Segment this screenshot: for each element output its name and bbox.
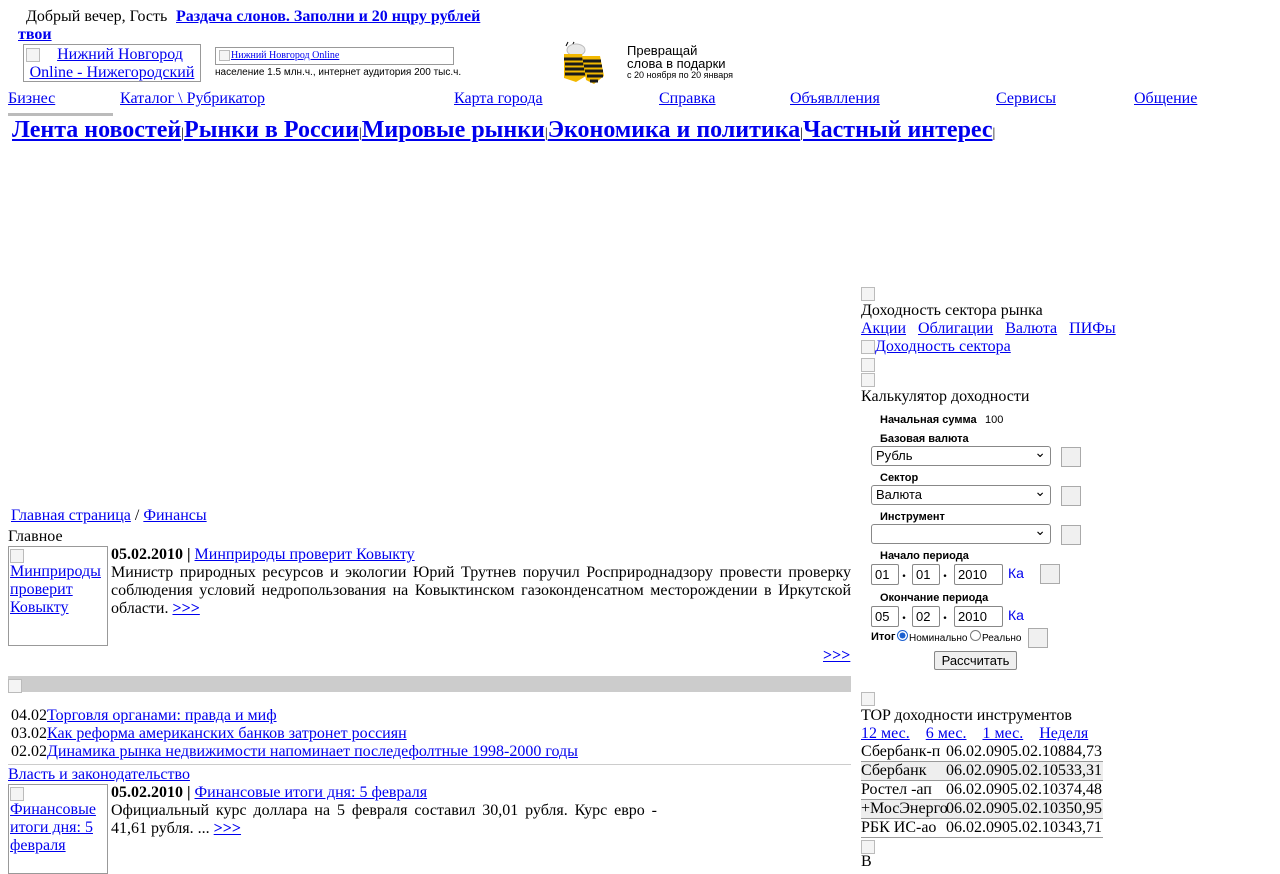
broken-image-icon: [861, 340, 875, 354]
calc-end-month-input[interactable]: 02: [912, 606, 940, 627]
instrument-values: 06.02.0905.02.10343,71: [946, 819, 1102, 836]
banner-caption: население 1.5 млн.ч., интернет аудитория 200 тыс.ч.: [215, 67, 462, 78]
broken-image-icon: [861, 287, 875, 301]
calc-base-currency-select[interactable]: Рубль ⌄: [871, 446, 1051, 466]
instrument-name: Сбербанк-п: [861, 743, 941, 760]
calc-start-sum-label: Начальная сумма: [880, 414, 977, 426]
sector-tab-bonds[interactable]: Облигации: [918, 320, 994, 337]
tab-separator: |: [992, 126, 996, 141]
section-tabs: [12, 117, 995, 144]
nav-active-underline: [8, 113, 113, 116]
calc-end-calendar-link[interactable]: Ка: [1008, 607, 1024, 623]
section-power-legislation[interactable]: Власть и законодательство: [8, 766, 190, 783]
top-tab-week[interactable]: Неделя: [1039, 725, 1089, 742]
tab-separator: |: [800, 126, 804, 141]
instrument-name: Ростел -ап: [861, 781, 932, 798]
broken-image-icon: [861, 373, 875, 387]
promo-link-continued[interactable]: твои: [18, 26, 52, 43]
promo-dates: с 20 ноября по 20 января: [627, 70, 733, 80]
lead-news-title[interactable]: Минприроды проверит Ковыкту: [194, 546, 415, 563]
instrument-name: Сбербанк: [861, 762, 927, 779]
calc-nominal-label: Номинально: [909, 633, 968, 644]
section-title: Главное: [8, 528, 63, 545]
calc-end-day-input[interactable]: 05: [871, 606, 899, 627]
calc-start-label: Начало периода: [880, 550, 969, 562]
tab-world-markets[interactable]: Мировые рынки: [361, 117, 545, 143]
lead-news-date: 05.02.2010: [111, 546, 183, 563]
news-date: 04.02: [11, 707, 47, 724]
second-news-separator: |: [183, 784, 195, 801]
lead-news-image-alt: Минприроды проверит Ковыкту: [10, 563, 101, 616]
promo-link[interactable]: Раздача слонов. Заполни и 20 нцру рублей: [176, 8, 481, 25]
broken-image-icon: [26, 48, 40, 62]
broken-image-icon: [861, 840, 875, 854]
calc-sector-select[interactable]: Валюта ⌄: [871, 485, 1051, 505]
date-separator: .: [902, 606, 906, 623]
calc-real-radio[interactable]: [970, 630, 981, 641]
news-list-item: [11, 743, 578, 761]
second-news-more-link[interactable]: >>>: [213, 820, 242, 837]
greeting-text: Добрый вечер, Гость: [26, 8, 168, 25]
breadcrumb: [11, 507, 207, 525]
calc-real-label: Реально: [982, 633, 1022, 644]
news-link[interactable]: Торговля органами: правда и миф: [47, 707, 277, 724]
date-separator: .: [902, 564, 906, 581]
site-logo[interactable]: [23, 44, 201, 82]
tab-economy-politics[interactable]: Экономика и политика: [547, 117, 801, 143]
instrument-values: 06.02.0905.02.10884,73: [946, 743, 1102, 760]
calc-start-day-input[interactable]: 01: [871, 564, 899, 585]
second-news-image[interactable]: [8, 784, 108, 874]
news-list-item: [11, 725, 407, 743]
news-date: 03.02: [11, 725, 47, 742]
tab-separator: |: [544, 126, 548, 141]
calc-start-month-input[interactable]: 01: [912, 564, 940, 585]
nav-community[interactable]: Общение: [1134, 90, 1198, 107]
calc-sector-image-button[interactable]: [1061, 486, 1081, 506]
calc-start-calendar-link[interactable]: Ка: [1008, 565, 1024, 581]
nav-help[interactable]: Справка: [659, 90, 716, 107]
broken-image-icon: [10, 549, 24, 563]
nav-city-map[interactable]: Карта города: [454, 90, 543, 107]
divider-line: [8, 764, 851, 765]
instrument-name: РБК ИС-ао: [861, 819, 937, 836]
calc-instrument-select[interactable]: [871, 524, 1051, 544]
second-news-date: 05.02.2010: [111, 784, 183, 801]
site-logo-alt: Нижний Новгород Online - Нижегородский: [29, 46, 195, 81]
lead-news: [111, 546, 851, 618]
promo-subtitle: слова в подарки: [627, 56, 726, 71]
table-row[interactable]: [861, 800, 1103, 818]
nav-services[interactable]: Сервисы: [996, 90, 1056, 107]
calc-submit-button[interactable]: Рассчитать: [934, 651, 1017, 670]
top-tab-1m[interactable]: 1 мес.: [982, 725, 1024, 742]
breadcrumb-finance[interactable]: Финансы: [143, 507, 207, 524]
lead-news-separator: |: [183, 546, 195, 563]
top-yield-tabs: [861, 725, 1088, 743]
calc-sector-label: Сектор: [880, 472, 919, 484]
sector-tab-currency[interactable]: Валюта: [1005, 320, 1058, 337]
promo-title: Превращай: [627, 43, 698, 58]
news-date: 02.02: [11, 743, 47, 760]
calc-total-image-button[interactable]: [1028, 628, 1048, 648]
broken-image-icon: [10, 787, 24, 801]
tab-news-feed[interactable]: Лента новостей: [12, 117, 182, 143]
calc-end-label: Окончание периода: [880, 592, 989, 604]
bee-socks-icon[interactable]: [560, 42, 610, 86]
instrument-values: 06.02.0905.02.10533,31: [946, 762, 1102, 779]
top-tab-12m[interactable]: 12 мес.: [861, 725, 910, 742]
tab-russia-markets[interactable]: Рынки в России: [184, 117, 359, 143]
sector-tabs: [861, 320, 1116, 338]
instrument-values: 06.02.0905.02.10374,48: [946, 781, 1102, 798]
second-news-title[interactable]: Финансовые итоги дня: 5 февраля: [194, 784, 428, 801]
calc-start-sum-value[interactable]: 100: [985, 414, 1004, 426]
nav-business[interactable]: Бизнес: [8, 90, 56, 107]
lead-news-more-link[interactable]: >>>: [172, 600, 200, 617]
banner-link[interactable]: [215, 47, 454, 65]
table-row[interactable]: [861, 762, 1103, 780]
nav-catalog[interactable]: Каталог \ Рубрикатор: [120, 90, 265, 107]
second-news-image-alt: Финансовые итоги дня: 5 февраля: [10, 801, 96, 854]
more-news-link[interactable]: >>>: [823, 647, 851, 664]
broken-image-icon: [8, 679, 22, 693]
sector-tab-funds[interactable]: ПИФы: [1069, 320, 1116, 337]
news-link[interactable]: Динамика рынка недвижимости напоминает последефолтные 1998-2000 годы: [47, 743, 578, 760]
lead-news-text: Министр природных ресурсов и экологии Юрий Трутнев поручил Росприроднадзору провести проверку соблюдения условий недропользования на Ковыктинском газоконденсатном месторождении в Иркутской области.: [111, 564, 851, 617]
calc-base-currency-image-button[interactable]: [1061, 447, 1081, 467]
tab-separator: |: [181, 126, 185, 141]
broken-image-icon: [861, 358, 875, 372]
divider-bar: [8, 676, 851, 692]
calc-instrument-image-button[interactable]: [1061, 525, 1081, 545]
calc-total-label: Итог: [871, 631, 896, 643]
broken-image-icon: [219, 50, 230, 61]
tab-separator: |: [358, 126, 362, 141]
calc-start-image-button[interactable]: [1040, 564, 1060, 584]
news-link[interactable]: Как реформа американских банков затронет россиян: [47, 725, 407, 742]
calc-start-year-input[interactable]: 2010: [954, 564, 1003, 585]
nav-ads[interactable]: Объявлления: [790, 90, 880, 107]
second-news-text: Официальный курс доллара на 5 февраля составил 30,01 рубля. Курс евро - 41,61 рубля. ...: [111, 802, 657, 837]
sector-yield-image[interactable]: [861, 338, 1011, 356]
news-list-item: [11, 707, 277, 725]
calc-instrument-label: Инструмент: [880, 511, 945, 523]
banner-alt: Нижний Новгород Online: [231, 50, 340, 61]
tab-private-interest[interactable]: Частный интерес: [803, 117, 993, 143]
row-divider: [861, 837, 1103, 838]
calc-base-currency-label: Базовая валюта: [880, 433, 969, 445]
sector-yield-image-alt: Доходность сектора: [875, 338, 1011, 355]
date-separator: .: [943, 564, 947, 581]
sector-yield-title: Доходность сектора рынка: [861, 302, 1043, 319]
breadcrumb-separator: /: [130, 507, 144, 524]
top-tab-6m[interactable]: 6 мес.: [925, 725, 967, 742]
breadcrumb-home[interactable]: Главная страница: [11, 507, 131, 524]
table-row[interactable]: [861, 781, 1103, 799]
table-row[interactable]: [861, 743, 1103, 761]
second-news: [111, 784, 657, 838]
lead-news-image[interactable]: [8, 546, 108, 646]
sidebar-next-title: В: [861, 853, 872, 870]
sector-tab-stocks[interactable]: Акции: [861, 320, 907, 337]
top-yield-title: TOP доходности инструментов: [861, 707, 1072, 724]
calc-end-year-input[interactable]: 2010: [954, 606, 1003, 627]
date-separator: .: [943, 606, 947, 623]
instrument-values: 06.02.0905.02.10350,95: [946, 800, 1102, 817]
table-row[interactable]: [861, 819, 1103, 837]
calc-title: Калькулятор доходности: [861, 388, 1030, 405]
calc-nominal-radio[interactable]: [897, 630, 908, 641]
broken-image-icon: [861, 692, 875, 706]
instrument-name: +МосЭнерго: [861, 800, 948, 817]
